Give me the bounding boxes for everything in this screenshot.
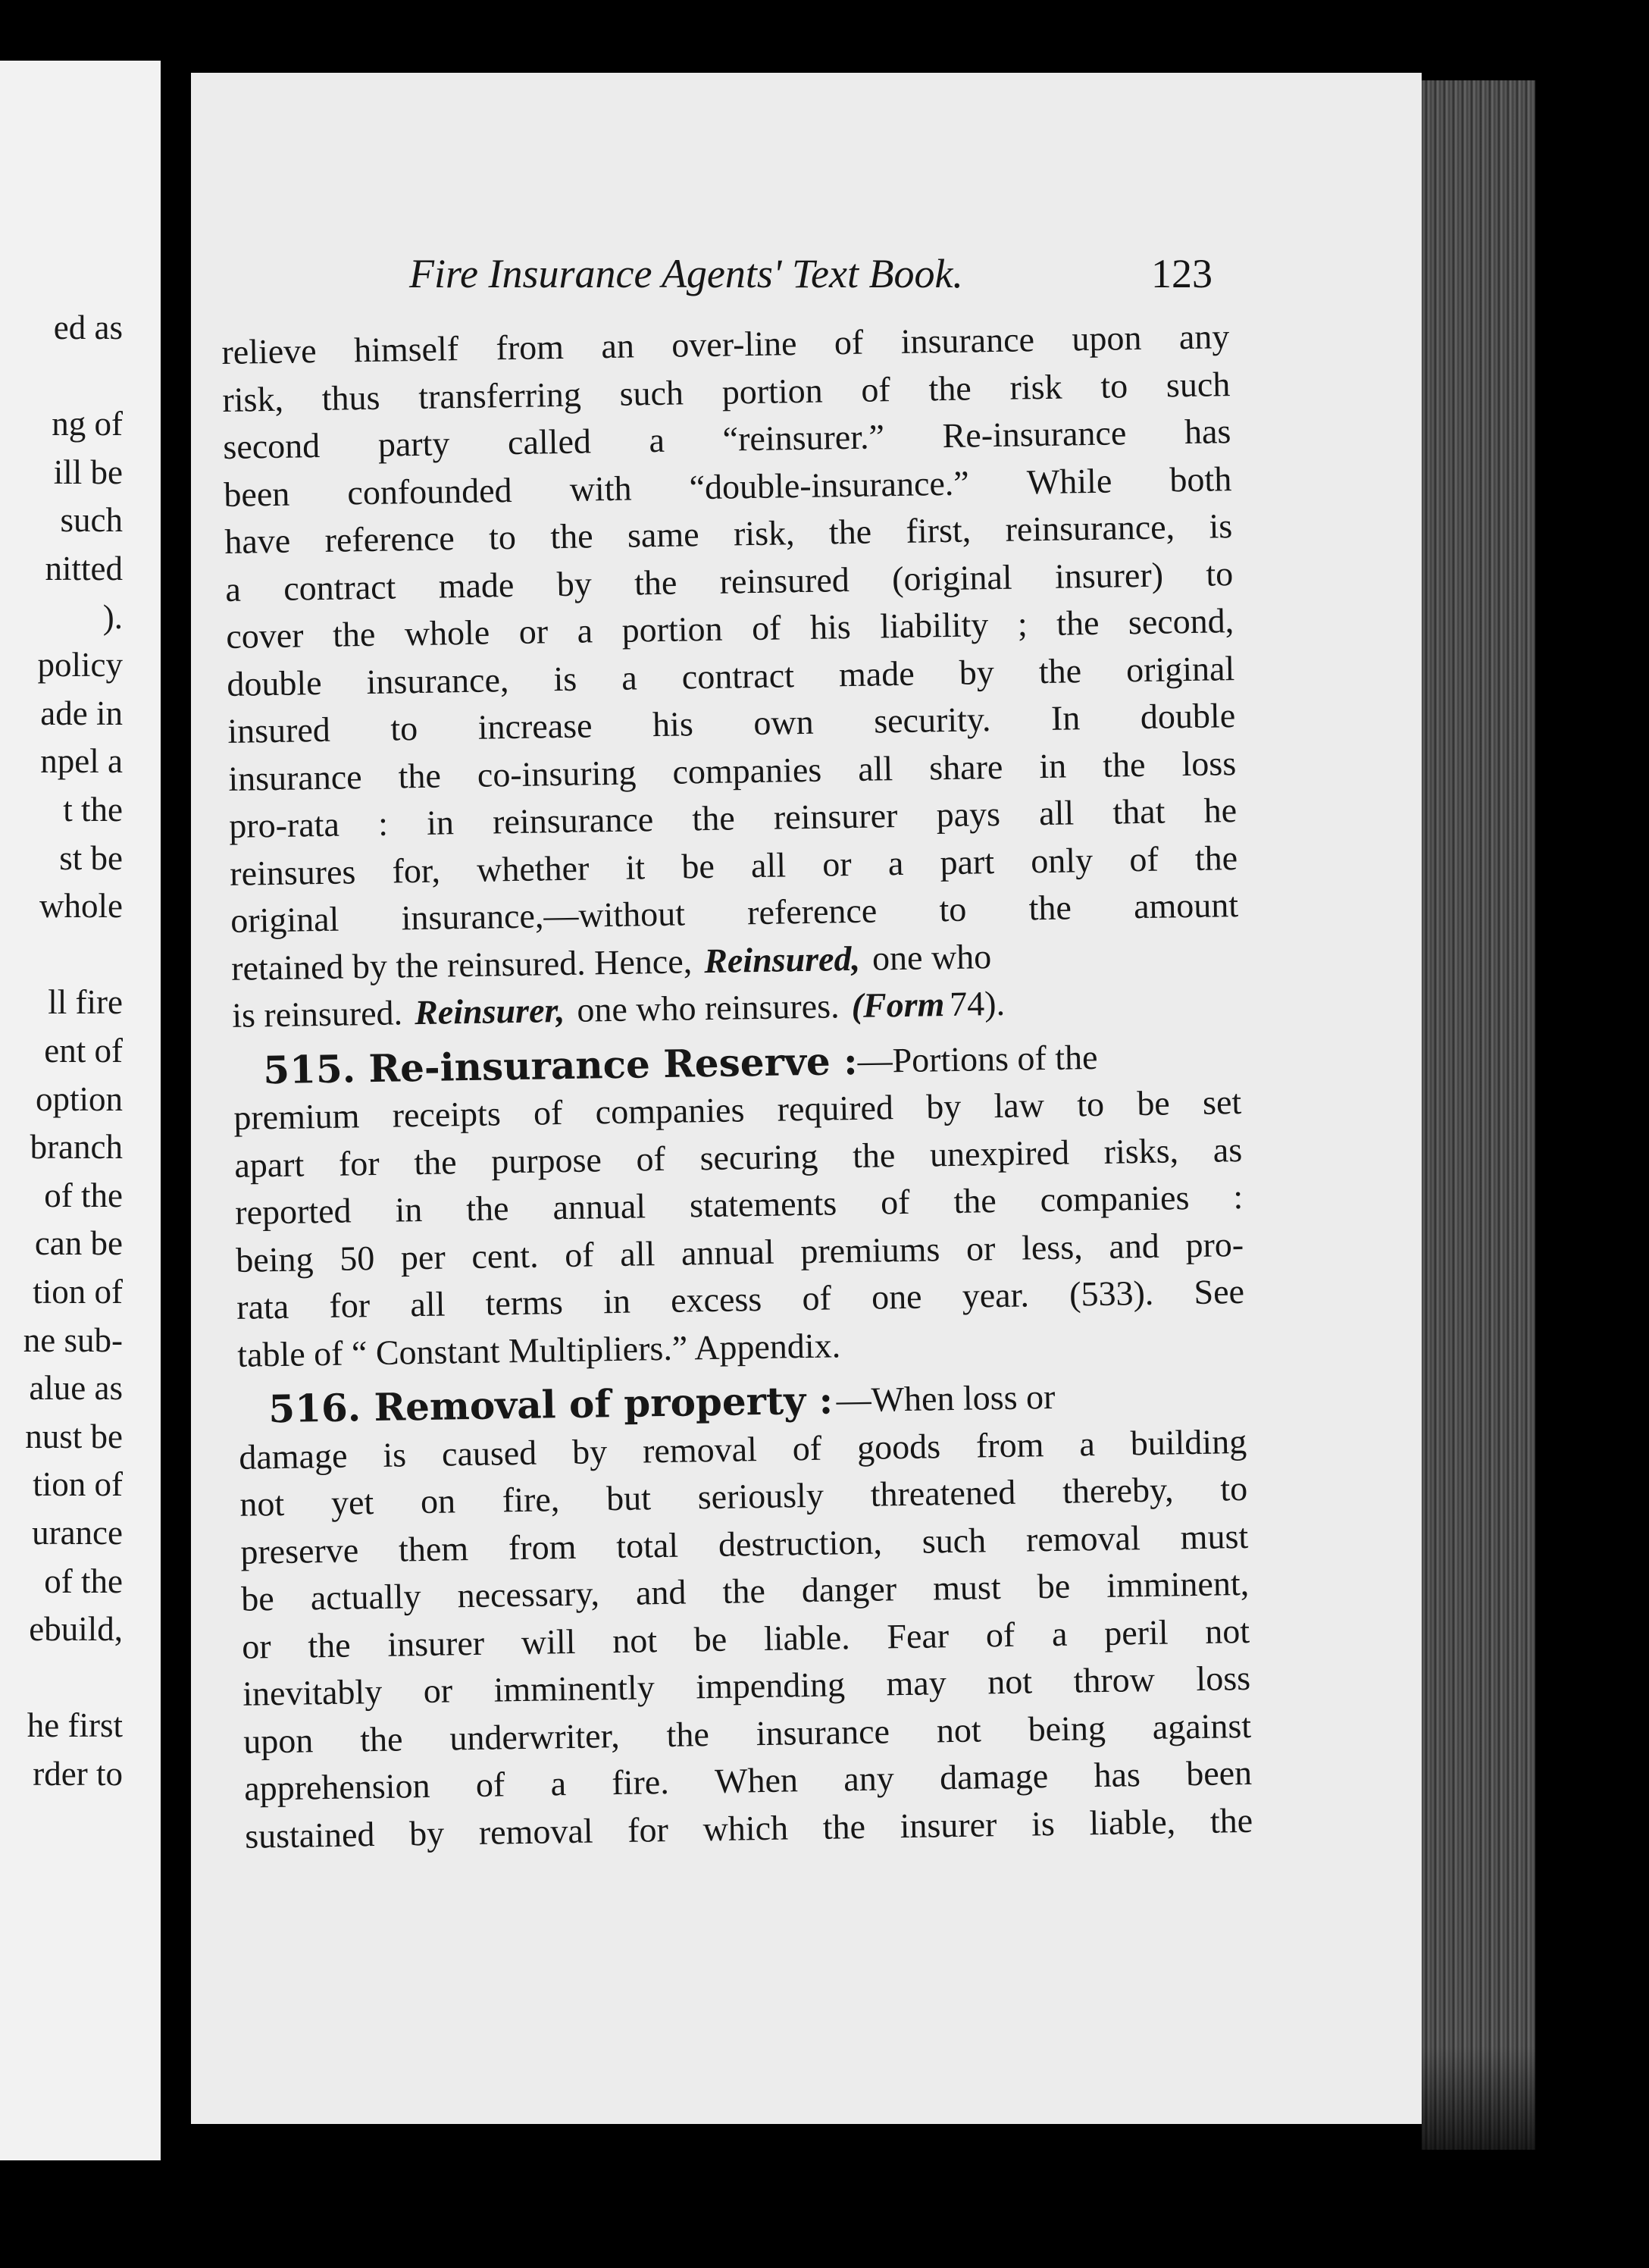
- left-page-fragment: ).: [102, 597, 123, 636]
- paragraph-514-line: pro-rata : in reinsurance the reinsurer pays all that he: [228, 791, 1238, 845]
- page-body: [221, 313, 1253, 1860]
- section-516-line: apprehension of a fire. When any damage has been: [243, 1753, 1253, 1808]
- left-page-fragment: ent of: [44, 1032, 123, 1070]
- left-page-fragment: whole: [39, 887, 123, 926]
- left-page-fragment: urance: [32, 1514, 123, 1552]
- paragraph-514-line: original insurance,—without reference to the amount: [230, 885, 1239, 940]
- text-run: one who: [871, 936, 992, 978]
- text-run: is reinsured.: [231, 993, 403, 1035]
- left-page-fragment: ill be: [53, 453, 123, 491]
- left-page-fragment: policy: [37, 646, 123, 684]
- section-515-heading: 515. Re-insurance Reserve :: [262, 1038, 859, 1092]
- section-516-line: sustained by removal for which the insurer is liable, the: [244, 1800, 1253, 1856]
- term-reinsurer: Reinsurer,: [414, 990, 565, 1032]
- left-page-fragment: tion of: [33, 1273, 123, 1311]
- paragraph-514-line: reinsures for, whether it be all or a part only of the: [229, 838, 1238, 893]
- left-page-fragment: ade in: [40, 694, 123, 732]
- left-page-fragment: ll fire: [48, 983, 123, 1022]
- term-reinsured: Reinsured,: [703, 938, 861, 980]
- left-page-fragment: ebuild,: [29, 1610, 123, 1649]
- left-page-fragment: option: [35, 1079, 123, 1118]
- section-516-line: preserve them from total destruction, such removal must: [239, 1516, 1249, 1571]
- text-run: —Portions of the: [857, 1037, 1098, 1080]
- left-page-fragment: rder to: [33, 1755, 123, 1793]
- left-page-fragment: ng of: [52, 405, 123, 443]
- section-516-body: [239, 1418, 1253, 1859]
- form-reference: (Form: [851, 985, 945, 1026]
- page-number: 123: [1151, 251, 1212, 296]
- section-516-line: upon the underwriter, the insurance not being against: [242, 1706, 1252, 1761]
- section-515-line: rata for all terms in excess of one year. (533). See: [236, 1271, 1245, 1327]
- left-page-fragment: branch: [30, 1128, 123, 1167]
- left-page-fragment: he first: [27, 1706, 123, 1745]
- section-516-line: or the insurer will not be liable. Fear of a peril not: [241, 1611, 1250, 1666]
- page-edges-shadow: [1422, 2047, 1535, 2150]
- text-run: table of “ Constant Multipliers.” Appendix.: [236, 1325, 841, 1374]
- left-facing-page: [0, 61, 161, 2160]
- paragraph-514: [221, 313, 1239, 944]
- paragraph-514-line: cover the whole or a portion of his liability ; the second,: [225, 601, 1234, 656]
- left-page-fragment: ne sub-: [23, 1320, 123, 1359]
- left-page-fragment: npel a: [40, 742, 123, 781]
- book-gutter: [161, 45, 191, 2176]
- paragraph-514-line: relieve himself from an over-line of insurance upon any: [221, 317, 1230, 371]
- page-header: [409, 250, 1212, 303]
- left-page-fragment: of the: [44, 1562, 123, 1600]
- section-516-line: be actually necessary, and the danger must be imminent,: [240, 1563, 1250, 1618]
- left-page-fragment: of the: [44, 1176, 123, 1214]
- text-run: retained by the reinsured. Hence,: [230, 941, 693, 988]
- paragraph-514-line: double insurance, is a contract made by the original: [226, 648, 1235, 703]
- paragraph-514-line: insured to increase his own security. In double: [227, 696, 1236, 750]
- text-run: one who reinsures.: [576, 986, 840, 1029]
- section-515-line: apart for the purpose of securing the unexpired risks, as: [233, 1129, 1243, 1185]
- paragraph-514-line: been confounded with “double-insurance.” While both: [224, 459, 1232, 514]
- left-page-fragment: st be: [59, 838, 123, 877]
- left-page-fragment: nust be: [25, 1417, 123, 1455]
- running-title: Fire Insurance Agents' Text Book.: [409, 251, 963, 296]
- left-page-fragment: nitted: [45, 550, 123, 587]
- left-page-fragment: ed as: [53, 309, 123, 346]
- left-page-fragment: such: [60, 501, 123, 540]
- section-516-line: not yet on fire, but seriously threatened thereby, to: [239, 1468, 1248, 1524]
- section-515-line: reported in the annual statements of the companies :: [234, 1176, 1244, 1232]
- left-page-fragment: t the: [63, 791, 123, 829]
- paragraph-514-line: risk, thus transferring such portion of the risk to such: [222, 364, 1231, 419]
- section-516-line: inevitably or imminently impending may not throw loss: [242, 1658, 1251, 1713]
- paragraph-514-line: have reference to the same risk, the first, reinsurance, is: [224, 506, 1233, 561]
- section-515-line: premium receipts of companies required by law to be set: [233, 1082, 1242, 1137]
- text-run: —When loss or: [836, 1377, 1056, 1420]
- paragraph-514-line: insurance the co-insuring companies all share in the loss: [227, 743, 1237, 798]
- section-515-line: being 50 per cent. of all annual premiums or less, and pro-: [235, 1224, 1244, 1280]
- paragraph-514-line: a contract made by the reinsured (original insurer) to: [224, 553, 1234, 609]
- left-page-fragment: tion of: [33, 1465, 123, 1504]
- section-515-body: [233, 1079, 1245, 1331]
- left-page-fragment: alue as: [29, 1369, 123, 1408]
- left-page-fragment: can be: [34, 1224, 123, 1263]
- paragraph-514-line: second party called a “reinsurer.” Re-insurance has: [223, 412, 1231, 466]
- section-516-heading: 516. Removal of property :: [268, 1377, 834, 1432]
- page-edges: [1422, 80, 1535, 2150]
- form-number: 74).: [949, 983, 1006, 1024]
- section-516-line: damage is caused by removal of goods from a building: [238, 1421, 1247, 1477]
